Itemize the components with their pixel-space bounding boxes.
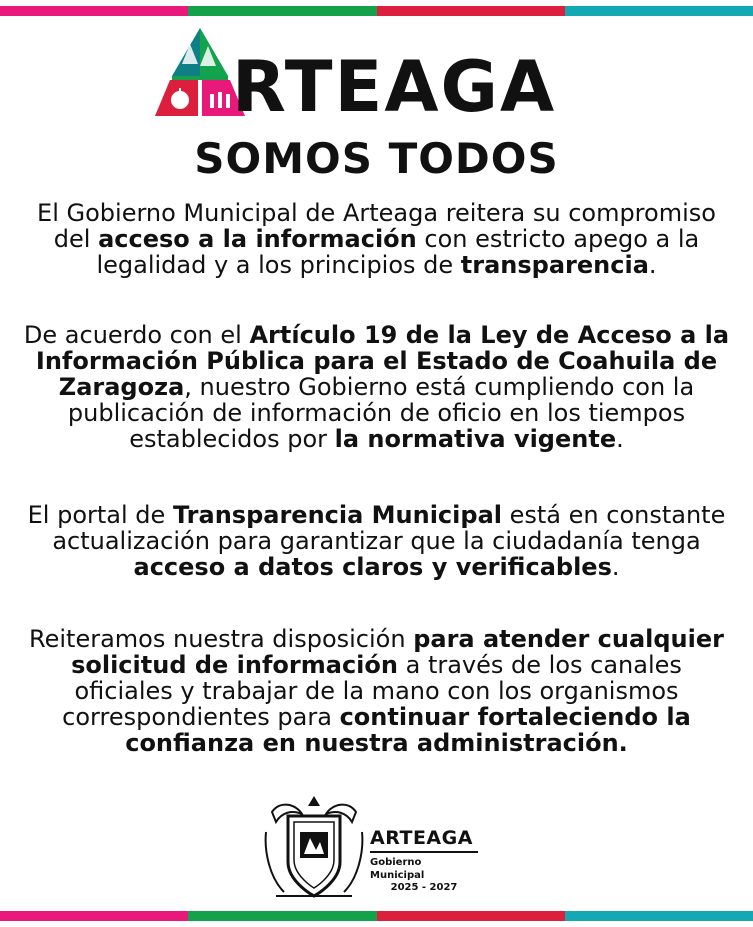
bold-text-run: Artículo 19 de la Ley de Acceso a la Información Pública para el Estado de Coahuila de Zaragoza (35, 321, 730, 401)
seal-name: ARTEAGA (370, 828, 478, 853)
seal-years: 2025 - 2027 (390, 882, 458, 893)
brand-wordmark: RTEAGA (232, 46, 557, 128)
top-color-stripe (0, 6, 753, 16)
bold-text-run: acceso a datos claros y verificables (133, 553, 612, 581)
paragraph-2 (20, 322, 733, 452)
bold-text-run: acceso a la información (98, 225, 417, 253)
bold-text-run: la normativa vigente (334, 425, 617, 453)
text-run: a través de los canales oficiales y trabajar de la mano con los organismos correspondientes para (62, 651, 682, 731)
text-run: . (648, 251, 657, 279)
seal-caption (370, 828, 478, 894)
stripe-green (188, 6, 376, 16)
bold-text-run: para atender cualquier solicitud de información (71, 625, 724, 679)
bottom-color-stripe (0, 911, 753, 921)
seal-subtitle: Gobierno Municipal (370, 857, 425, 881)
text-run: con estricto apego a la legalidad y a los principios de (96, 225, 700, 279)
paragraph-4 (20, 626, 733, 756)
slogan-headline: SOMOS TODOS (194, 134, 559, 183)
stripe-pink (0, 911, 188, 921)
stripe-pink (0, 6, 188, 16)
bold-text-run: continuar fortaleciendo la confianza en nuestra administración. (125, 703, 691, 757)
text-run: , nuestro Gobierno está cumpliendo con la publicación de información de oficio en los tiempos establecidos por (67, 373, 695, 453)
stripe-teal (565, 6, 753, 16)
text-run: Reiteramos nuestra disposición (29, 625, 414, 653)
text-run: . (616, 425, 624, 453)
bold-text-run: Transparencia Municipal (172, 501, 502, 529)
text-run: El Gobierno Municipal de Arteaga reitera su compromiso del (37, 199, 716, 253)
municipal-coat-of-arms-icon (262, 792, 366, 904)
stripe-green (188, 911, 376, 921)
text-run: está en constante actualización para garantizar que la ciudadanía tenga (52, 501, 726, 555)
text-run: . (611, 553, 620, 581)
stripe-teal (565, 911, 753, 921)
text-run: De acuerdo con el (23, 321, 250, 349)
stripe-red (377, 911, 565, 921)
bold-text-run: transparencia (460, 251, 649, 279)
text-run: El portal de (27, 501, 173, 529)
paragraph-3 (20, 502, 733, 580)
stripe-red (377, 6, 565, 16)
paragraph-1 (20, 200, 733, 278)
